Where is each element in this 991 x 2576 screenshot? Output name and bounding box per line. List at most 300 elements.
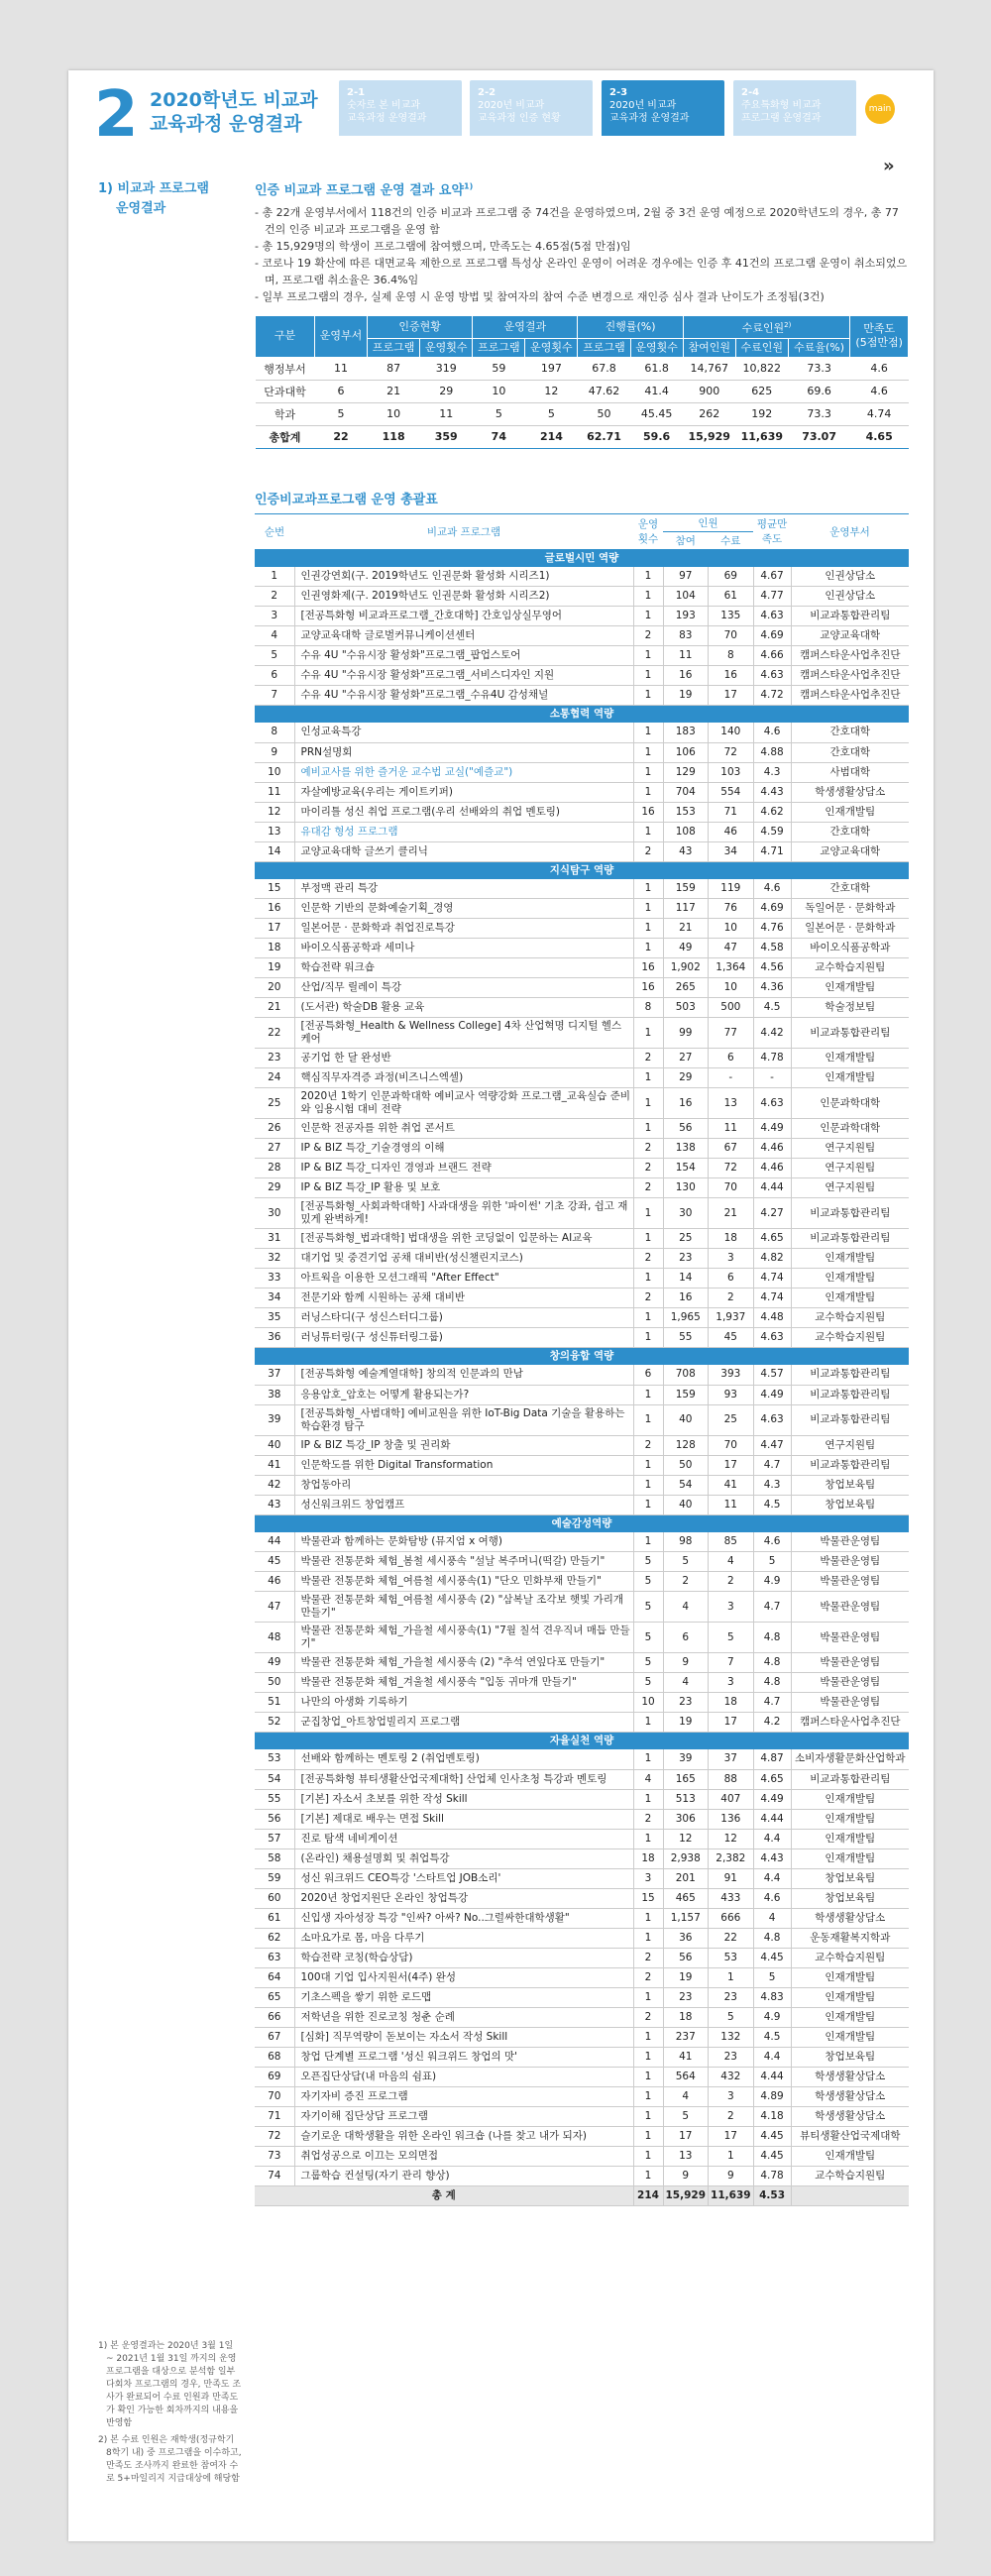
table-row xyxy=(255,2106,909,2126)
table-cell: 513 xyxy=(663,1789,709,1809)
tab-label-line2: 교육과정 운영결과 xyxy=(347,113,427,124)
program-name: 오픈집단상담(내 마음의 쉼표) xyxy=(294,2067,633,2086)
program-name: 군집창업_아트창업빌리지 프로그램 xyxy=(294,1713,633,1733)
table-cell: 153 xyxy=(663,802,709,822)
table-cell: 1,965 xyxy=(663,1308,709,1328)
table-cell: 23 xyxy=(663,1249,709,1269)
section-heading xyxy=(98,179,237,219)
table-cell: 1 xyxy=(633,2146,663,2166)
program-name: 성신워크위드 창업캠프 xyxy=(294,1495,633,1514)
program-name: 마이리틀 성신 취업 프로그램(우리 선배와의 취업 멘토링) xyxy=(294,802,633,822)
table-cell: 4.8 xyxy=(753,1623,791,1653)
table-cell: 박물관운영팀 xyxy=(791,1552,909,1572)
table-cell: 5 xyxy=(255,646,294,666)
table-cell: 10 xyxy=(368,402,420,425)
table-cell: 41.4 xyxy=(630,380,683,402)
table-cell: 28 xyxy=(255,1159,294,1178)
table-cell: 19 xyxy=(663,686,709,706)
table-cell: 29 xyxy=(420,380,473,402)
table-cell: 4.77 xyxy=(753,587,791,607)
table-row xyxy=(255,1068,909,1088)
tab-number: 2-2 xyxy=(478,87,496,98)
table-cell: 창업보육팀 xyxy=(791,1475,909,1495)
table-row xyxy=(255,1328,909,1348)
table-cell: 10 xyxy=(255,762,294,782)
table-cell: 465 xyxy=(663,1888,709,1908)
category-row xyxy=(255,1514,909,1532)
table-cell: 7 xyxy=(255,686,294,706)
table-cell: 9 xyxy=(663,1653,709,1673)
table-cell: 46 xyxy=(709,822,754,841)
table-row xyxy=(255,666,909,686)
table-cell: 4.44 xyxy=(753,1178,791,1198)
table-cell: 197 xyxy=(525,357,578,380)
program-name: 인성교육특강 xyxy=(294,723,633,742)
table-cell: 1 xyxy=(633,1908,663,1928)
table-cell: 12 xyxy=(709,1829,754,1848)
table-cell: 73.3 xyxy=(788,357,849,380)
program-name: 인문학도를 위한 Digital Transformation xyxy=(294,1455,633,1475)
table-cell: 45 xyxy=(255,1552,294,1572)
tab-label-line2: 프로그램 운영결과 xyxy=(741,113,822,124)
table-cell: 4.7 xyxy=(753,1455,791,1475)
table-cell: 인재개발팀 xyxy=(791,1068,909,1088)
table-cell: 학과 xyxy=(256,402,315,425)
table-cell: 인재개발팀 xyxy=(791,1049,909,1068)
program-name: [기본] 제대로 배우는 면접 Skill xyxy=(294,1809,633,1829)
program-name: [전공특화형_법과대학] 법대생을 위한 코딩없이 입문하는 AI교육 xyxy=(294,1229,633,1249)
table-cell: 인재개발팀 xyxy=(791,2007,909,2027)
table-cell: 1 xyxy=(633,2086,663,2106)
program-name: IP & BIZ 특강_디자인 경영과 브랜드 전략 xyxy=(294,1159,633,1178)
table-cell: 3 xyxy=(633,1868,663,1888)
table-row xyxy=(255,1198,909,1229)
table-cell: 인권상담소 xyxy=(791,587,909,607)
tab-label-line2: 교육과정 운영결과 xyxy=(609,113,690,124)
category-label: 창의융합 역량 xyxy=(255,1348,909,1366)
program-name: 러닝스타디(구 성신스터디그룹) xyxy=(294,1308,633,1328)
table-cell: 4.74 xyxy=(850,402,909,425)
chapter-number: 2 xyxy=(94,78,139,152)
footnote-ref: 2) xyxy=(784,321,792,329)
table-cell: 4.9 xyxy=(753,1572,791,1592)
summary-table xyxy=(255,315,909,449)
category-label: 지식탐구 역량 xyxy=(255,861,909,879)
table-cell: 5 xyxy=(663,2106,709,2126)
table-cell: 4.18 xyxy=(753,2106,791,2126)
program-name: (도서관) 학술DB 활용 교육 xyxy=(294,998,633,1018)
program-name: IP & BIZ 특강_IP 활용 및 보호 xyxy=(294,1178,633,1198)
table-row xyxy=(255,1789,909,1809)
col-students xyxy=(683,316,850,339)
category-row xyxy=(255,549,909,567)
table-cell: 1 xyxy=(633,2126,663,2146)
table-cell: 1 xyxy=(633,919,663,939)
table-cell: 16 xyxy=(663,1088,709,1119)
table-cell: 104 xyxy=(663,587,709,607)
table-cell: 운동재활복지학과 xyxy=(791,1928,909,1948)
table-cell: 인재개발팀 xyxy=(791,1249,909,1269)
table-cell: 10 xyxy=(473,380,525,402)
table-row xyxy=(255,1385,909,1404)
table-cell: 15 xyxy=(633,1888,663,1908)
table-cell: 98 xyxy=(663,1532,709,1552)
table-cell: 비교과통합관리팀 xyxy=(791,1455,909,1475)
table-cell: 119 xyxy=(709,879,754,899)
table-cell: 62.71 xyxy=(578,425,630,448)
table-cell: 16 xyxy=(663,666,709,686)
table-cell: 25 xyxy=(663,1229,709,1249)
table-cell: 16 xyxy=(633,802,663,822)
table-cell: 106 xyxy=(663,742,709,762)
summary-bullet: - 총 15,929명의 학생이 프로그램에 참여했으며, 만족도는 4.65점(5점 만점)임 xyxy=(255,240,631,253)
table-cell: 51 xyxy=(255,1693,294,1713)
table-cell: 46 xyxy=(255,1572,294,1592)
table-cell: 4.36 xyxy=(753,978,791,998)
table-row xyxy=(255,646,909,666)
table-cell: 비교과통합관리팀 xyxy=(791,1229,909,1249)
table-row xyxy=(255,1928,909,1948)
table-row xyxy=(255,899,909,919)
table-row xyxy=(255,723,909,742)
table-cell: 학생생활상담소 xyxy=(791,782,909,802)
table-cell: 67 xyxy=(709,1139,754,1159)
program-name: 러닝튜터링(구 성신튜터링그룹) xyxy=(294,1328,633,1348)
table-cell: 4.87 xyxy=(753,1749,791,1769)
table-cell: 13 xyxy=(709,1088,754,1119)
tab-2-4[interactable] xyxy=(733,80,856,136)
table-cell: 비교과통합관리팀 xyxy=(791,1385,909,1404)
table-cell: 72 xyxy=(709,1159,754,1178)
table-row xyxy=(255,1532,909,1552)
summary-title-text: 인증 비교과 프로그램 운영 결과 요약 xyxy=(255,183,464,198)
table-cell: 4.71 xyxy=(753,841,791,861)
table-cell: 간호대학 xyxy=(791,742,909,762)
table-cell: 45 xyxy=(709,1328,754,1348)
table-cell: 교양교육대학 xyxy=(791,626,909,646)
table-row xyxy=(255,822,909,841)
table-cell: 17 xyxy=(709,2126,754,2146)
subcol-header: 프로그램 xyxy=(473,338,525,357)
table-cell: 4.5 xyxy=(753,1495,791,1514)
table-cell: 36 xyxy=(255,1328,294,1348)
table-cell: 비교과통합관리팀 xyxy=(791,1769,909,1789)
table-cell: 1 xyxy=(633,1229,663,1249)
table-cell: 93 xyxy=(709,1385,754,1404)
table-cell: 201 xyxy=(663,1868,709,1888)
table-row xyxy=(255,2067,909,2086)
col-done: 수료 xyxy=(709,531,754,549)
table-cell: 1 xyxy=(633,1018,663,1049)
col-join: 참여 xyxy=(663,531,709,549)
table-cell: 13 xyxy=(255,822,294,841)
table-cell: 창업보육팀 xyxy=(791,1888,909,1908)
tab-label-line1: 숫자로 본 비교과 xyxy=(347,100,420,111)
subcol-header: 수료인원 xyxy=(735,338,788,357)
table-cell: 52 xyxy=(255,1713,294,1733)
table-cell: 1 xyxy=(633,1308,663,1328)
category-label: 예술감성역량 xyxy=(255,1514,909,1532)
table-cell: 59 xyxy=(255,1868,294,1888)
table-row xyxy=(255,587,909,607)
table-cell: 4.43 xyxy=(753,1848,791,1868)
table-cell: 4 xyxy=(663,1592,709,1623)
col-sat-sub: (5점만점) xyxy=(855,336,903,350)
table-cell: 학생생활상담소 xyxy=(791,2086,909,2106)
table-cell: 23 xyxy=(663,1987,709,2007)
subcol-header: 운영횟수 xyxy=(630,338,683,357)
main-badge[interactable]: main xyxy=(865,94,895,124)
table-row xyxy=(255,802,909,822)
total-cell: 214 xyxy=(633,2185,663,2205)
table-row xyxy=(255,1868,909,1888)
table-row xyxy=(255,1119,909,1139)
col-people: 인원 xyxy=(663,513,753,531)
table-cell: 66 xyxy=(255,2007,294,2027)
table-cell: 교수학습지원팀 xyxy=(791,1308,909,1328)
table-row xyxy=(256,357,909,380)
table-cell: 연구지원팀 xyxy=(791,1159,909,1178)
category-row xyxy=(255,706,909,724)
table-cell: 독일어문 · 문화학과 xyxy=(791,899,909,919)
table-row xyxy=(255,1987,909,2007)
table-cell: 행정부서 xyxy=(256,357,315,380)
tab-label-line2: 교육과정 인증 현황 xyxy=(478,113,561,124)
header xyxy=(68,70,934,160)
table-cell: 128 xyxy=(663,1435,709,1455)
program-name: 그룹학습 컨설팅(자기 관리 향상) xyxy=(294,2166,633,2185)
table-row xyxy=(255,2086,909,2106)
table-cell: 4.5 xyxy=(753,998,791,1018)
table-cell: 14 xyxy=(663,1269,709,1288)
table-row xyxy=(255,1288,909,1308)
table-cell: 17 xyxy=(663,2126,709,2146)
tab-label-line1: 2020년 비교과 xyxy=(609,100,677,111)
table-cell: 학생생활상담소 xyxy=(791,2067,909,2086)
table-cell: 159 xyxy=(663,879,709,899)
table-cell: 5 xyxy=(633,1552,663,1572)
table-row xyxy=(255,1888,909,1908)
table-cell: 8 xyxy=(709,646,754,666)
program-name: 아트웍을 이용한 모션그래픽 "After Effect" xyxy=(294,1269,633,1288)
table-cell: 97 xyxy=(663,567,709,587)
subcol-header: 프로그램 xyxy=(578,338,630,357)
table-cell: 21 xyxy=(709,1198,754,1229)
table-cell: 1 xyxy=(633,1455,663,1475)
table-cell: 교양교육대학 xyxy=(791,841,909,861)
table-cell: 43 xyxy=(663,841,709,861)
table-cell: 연구지원팀 xyxy=(791,1435,909,1455)
table-cell: 2 xyxy=(633,1249,663,1269)
table-cell: 비교과통합관리팀 xyxy=(791,1018,909,1049)
table-row xyxy=(255,1749,909,1769)
summary-bullet: - 코로나 19 확산에 따른 대면교육 제한으로 프로그램 특성상 온라인 운영이 어려운 경우에는 인증 후 41건의 프로그램 운영이 취소되었으며, 프로그램 취소율은 36.4%임 xyxy=(255,257,908,286)
table-cell: 67.8 xyxy=(578,357,630,380)
category-row xyxy=(255,1733,909,1750)
table-row xyxy=(255,1269,909,1288)
table-cell: 1 xyxy=(633,686,663,706)
table-cell: 창업보육팀 xyxy=(791,1868,909,1888)
table-cell: 407 xyxy=(709,1789,754,1809)
table-cell: 12 xyxy=(255,802,294,822)
program-name: [전공특화형_사범대학] 예비교원을 위한 IoT-Big Data 기술을 활용하는 학습환경 탐구 xyxy=(294,1404,633,1435)
table-cell: 4.45 xyxy=(753,2126,791,2146)
col-count: 운영횟수 xyxy=(633,513,663,549)
table-cell: 54 xyxy=(255,1769,294,1789)
program-name: 자살예방교육(우리는 게이트키퍼) xyxy=(294,782,633,802)
program-name: 취업성공으로 이끄는 모의면접 xyxy=(294,2146,633,2166)
table-cell: 4.67 xyxy=(753,567,791,587)
table-cell: 72 xyxy=(709,742,754,762)
table-cell: 5 xyxy=(633,1592,663,1623)
table-cell: 바이오식품공학과 xyxy=(791,939,909,958)
program-name: 박물관과 함께하는 문화탐방 (뮤지엄 x 여행) xyxy=(294,1532,633,1552)
table-row xyxy=(255,1475,909,1495)
table-cell: 59.6 xyxy=(630,425,683,448)
table-cell: 7 xyxy=(709,1653,754,1673)
table-cell: 40 xyxy=(663,1404,709,1435)
program-name: 창업동아리 xyxy=(294,1475,633,1495)
program-name: (온라인) 채용설명회 및 취업특강 xyxy=(294,1848,633,1868)
table-cell: 16 xyxy=(633,958,663,978)
table-cell: 77 xyxy=(709,1018,754,1049)
table-cell: 5 xyxy=(633,1673,663,1693)
table-cell: 박물관운영팀 xyxy=(791,1623,909,1653)
col-cert: 인증현황 xyxy=(368,316,473,339)
table-cell: 49 xyxy=(663,939,709,958)
table-row xyxy=(255,2126,909,2146)
program-name: 대기업 및 중견기업 공채 대비반(성신챌린지코스) xyxy=(294,1249,633,1269)
table-cell: 1,902 xyxy=(663,958,709,978)
table-cell: 17 xyxy=(709,686,754,706)
table-row xyxy=(255,742,909,762)
table-cell: 인재개발팀 xyxy=(791,978,909,998)
table-cell: 22 xyxy=(315,425,368,448)
table-row xyxy=(255,2007,909,2027)
total-cell: 15,929 xyxy=(663,2185,709,2205)
col-sat-text: 만족도 xyxy=(863,322,896,336)
footnote-ref: 1) xyxy=(464,181,474,191)
total-cell: 총 계 xyxy=(255,2185,633,2205)
summary-title xyxy=(255,179,909,198)
table-cell: 27 xyxy=(663,1049,709,1068)
table-cell: 1 xyxy=(633,1385,663,1404)
tab-2-2[interactable] xyxy=(470,80,593,136)
table-cell: 70 xyxy=(709,626,754,646)
table-cell: 58 xyxy=(255,1848,294,1868)
program-name: 학습전략 워크숍 xyxy=(294,958,633,978)
table-cell: 4.6 xyxy=(753,1888,791,1908)
table-cell: 2 xyxy=(709,2106,754,2126)
table-cell: 64 xyxy=(255,1967,294,1987)
program-name: [전공특화형 비교과프로그램_간호대학] 간호임상실무영어 xyxy=(294,607,633,626)
table-cell: 65 xyxy=(255,1987,294,2007)
table-cell: 129 xyxy=(663,762,709,782)
table-cell: 2 xyxy=(709,1572,754,1592)
table-cell: 4.3 xyxy=(753,1475,791,1495)
table-cell: 4.46 xyxy=(753,1159,791,1178)
table-row xyxy=(255,2027,909,2047)
table-row xyxy=(255,1848,909,1868)
table-cell: 74 xyxy=(473,425,525,448)
table-cell: 창업보육팀 xyxy=(791,1495,909,1514)
table-cell: 69 xyxy=(709,567,754,587)
table-cell: 4.43 xyxy=(753,782,791,802)
table-row xyxy=(256,402,909,425)
table-cell: 53 xyxy=(709,1948,754,1967)
table-cell: 33 xyxy=(255,1269,294,1288)
table-cell: 26 xyxy=(255,1119,294,1139)
table-cell: 11 xyxy=(420,402,473,425)
table-row xyxy=(255,1365,909,1385)
category-label: 글로벌시민 역량 xyxy=(255,549,909,567)
tab-2-3[interactable] xyxy=(602,80,724,136)
table-cell: 5 xyxy=(663,1552,709,1572)
table-cell: 일본어문 · 문화학과 xyxy=(791,919,909,939)
table-cell: 1 xyxy=(633,822,663,841)
table-row xyxy=(255,1809,909,1829)
table-cell: 47 xyxy=(709,939,754,958)
tab-2-1[interactable] xyxy=(339,80,462,136)
table-cell: 29 xyxy=(663,1068,709,1088)
table-cell: 22 xyxy=(709,1928,754,1948)
table-cell: 5 xyxy=(525,402,578,425)
table-cell: 5 xyxy=(709,1623,754,1653)
table-row xyxy=(255,1673,909,1693)
table-cell: 4.65 xyxy=(850,425,909,448)
program-name: [심화] 직무역량이 돋보이는 자소서 작성 Skill xyxy=(294,2027,633,2047)
table-cell: 19 xyxy=(255,958,294,978)
table-row xyxy=(255,998,909,1018)
table-cell: 1 xyxy=(633,762,663,782)
next-chevron-icon[interactable]: » xyxy=(883,156,895,176)
table-cell: 32 xyxy=(255,1249,294,1269)
table-cell: 4.8 xyxy=(753,1928,791,1948)
table-cell: 4.63 xyxy=(753,1328,791,1348)
table-cell: 1 xyxy=(633,567,663,587)
table-cell: 49 xyxy=(255,1653,294,1673)
table-cell: 554 xyxy=(709,782,754,802)
table-cell: 319 xyxy=(420,357,473,380)
list-section xyxy=(255,489,909,2206)
table-cell: 29 xyxy=(255,1178,294,1198)
table-cell: 76 xyxy=(709,899,754,919)
table-cell: 4.45 xyxy=(753,1948,791,1967)
program-name: 2020년 1학기 인문과학대학 예비교사 역량강화 프로그램_교육실습 준비와 임용시험 대비 전략 xyxy=(294,1088,633,1119)
table-cell: 17 xyxy=(709,1455,754,1475)
table-cell: 5 xyxy=(633,1653,663,1673)
table-cell: 4.4 xyxy=(753,1829,791,1848)
program-name: 신입생 자아성장 특강 "인싸? 아싸? No..그럴싸한대학생활" xyxy=(294,1908,633,1928)
table-cell: 4.8 xyxy=(753,1673,791,1693)
program-name: 일본어문 · 문화학과 취업진로특강 xyxy=(294,919,633,939)
table-cell: 4.83 xyxy=(753,1987,791,2007)
table-cell: 5 xyxy=(753,1552,791,1572)
table-cell: 4.2 xyxy=(753,1713,791,1733)
table-cell: 87 xyxy=(368,357,420,380)
table-cell: 1,364 xyxy=(709,958,754,978)
table-cell: 4.49 xyxy=(753,1789,791,1809)
table-cell: 15,929 xyxy=(683,425,735,448)
table-cell: 69.6 xyxy=(788,380,849,402)
footnotes xyxy=(98,2340,242,2490)
table-cell: 6 xyxy=(709,1269,754,1288)
table-cell: 70 xyxy=(255,2086,294,2106)
table-cell: 3 xyxy=(709,1592,754,1623)
table-cell: 교수학습지원팀 xyxy=(791,1948,909,1967)
table-row xyxy=(255,1088,909,1119)
table-cell: 2,938 xyxy=(663,1848,709,1868)
